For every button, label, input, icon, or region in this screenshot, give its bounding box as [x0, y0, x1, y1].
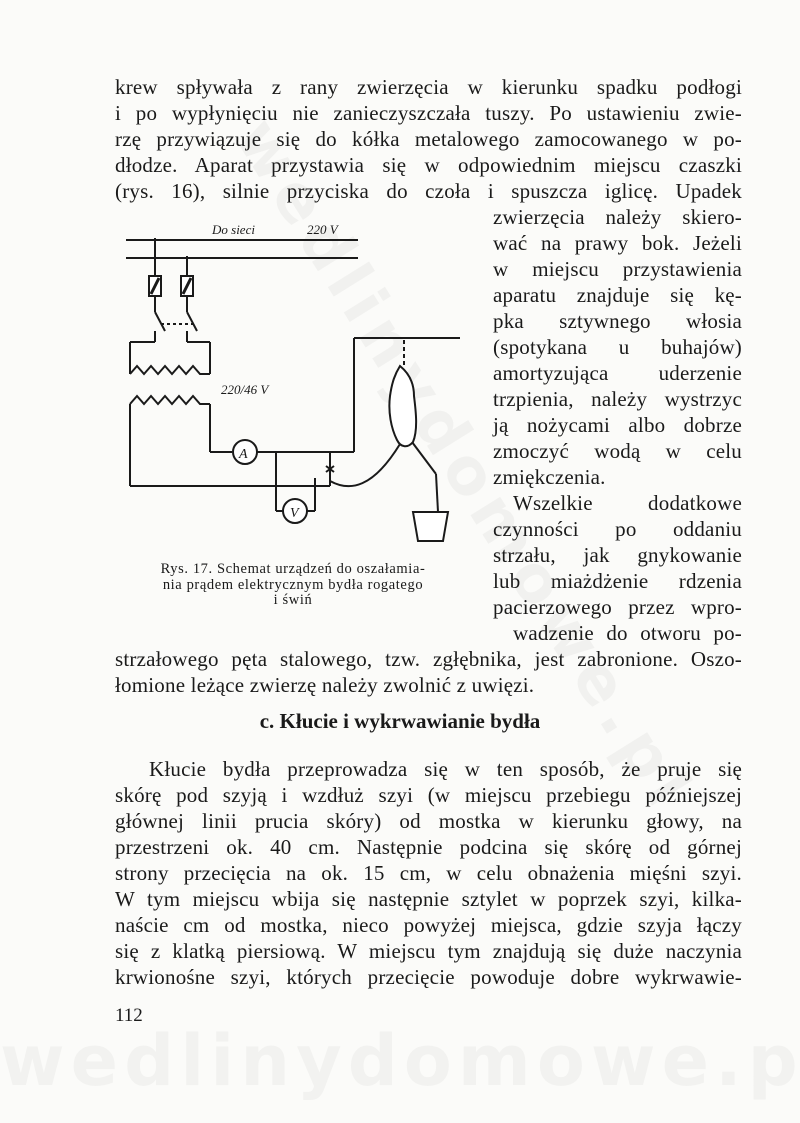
caption-line: Rys. 17. Schemat urządzeń do oszałamia-: [160, 561, 426, 577]
side-line: Wszelkie dodatkowe: [513, 491, 742, 515]
figure-caption: [118, 562, 468, 609]
bucket-icon: [413, 512, 448, 541]
supply-label: Do sieci: [212, 222, 255, 237]
side-line: pacierzowego przez wpro-: [493, 595, 742, 619]
body-line: przestrzeni ok. 40 cm. Następnie podcina się skórę od górnej: [115, 835, 742, 859]
primary-coil-icon: [130, 366, 210, 374]
side-line: lub miażdżenie rdzenia: [493, 569, 742, 593]
body-line: (rys. 16), silnie przyciska do czoła i spuszcza iglicę. Upadek: [115, 179, 742, 203]
voltage-label: 220 V: [307, 222, 338, 237]
side-line: zmoczyć wodą w celu: [493, 439, 742, 463]
side-line: strzału, jak gnykowanie: [493, 543, 742, 567]
voltmeter-label: V: [290, 506, 299, 521]
caption-line: i świń: [273, 592, 313, 608]
body-line: strzałowego pęta stalowego, tzw. zgłębnika, jest zabronione. Oszo-: [115, 647, 742, 671]
side-line: ją nożycami albo dobrze: [493, 413, 742, 437]
body-line: łomione leżące zwierzę należy zwolnić z uwięzi.: [115, 673, 535, 697]
body-line: i po wypłynięciu nie zanieczyszczała tuszy. Po ustawieniu zwie-: [115, 101, 742, 125]
body-line: skórę pod szyją i wzdłuż szyi (w miejscu przebiegu późniejszej: [115, 783, 742, 807]
section-heading: c. Kłucie i wykrwawianie bydła: [259, 709, 541, 733]
body-line: głównej linii prucia skóry) od mostka w kierunku głowy, na: [115, 809, 742, 833]
page-number: 112: [115, 1005, 143, 1026]
body-line: dłodze. Aparat przystawia się w odpowiednim miejscu czaszki: [115, 153, 742, 177]
animal-icon: [389, 366, 416, 446]
side-line: aparatu znajduje się kę-: [493, 283, 742, 307]
body-line: Kłucie bydła przeprowadza się w ten sposób, że pruje się: [149, 757, 742, 781]
body-line: rzę przywiązuje się do kółka metalowego zamocowanego w po-: [115, 127, 742, 151]
side-line: pka sztywnego włosia: [493, 309, 742, 333]
switch-icon: [155, 312, 165, 331]
side-line: (spotykana u buhajów): [493, 335, 742, 359]
transformer-label: 220/46 V: [221, 382, 269, 397]
side-line: zwierzęcia należy skiero-: [493, 205, 742, 229]
side-line: w miejscu przystawienia: [493, 257, 742, 281]
secondary-coil-icon: [130, 396, 210, 404]
body-line: W tym miejscu wbija się następnie sztylet w poprzek szyi, kilka-: [115, 887, 742, 911]
body-line: krew spływała z rany zwierzęcia w kierunku spadku podłogi: [115, 75, 742, 99]
side-line: trzpienia, należy wystrzyc: [493, 387, 742, 411]
side-line: czynności po oddaniu: [493, 517, 742, 541]
side-line: wadzenie do otworu po-: [513, 621, 742, 645]
side-line: zmiękczenia.: [493, 465, 606, 489]
side-line: amortyzująca uderzenie: [493, 361, 742, 385]
body-line: strony przecięcia na ok. 15 cm, w celu obnażenia mięśni szyi.: [115, 861, 742, 885]
ammeter-label: A: [239, 447, 248, 462]
caption-line: nia prądem elektrycznym bydła rogatego: [162, 576, 424, 593]
body-line: naście cm od mostka, nieco powyżej miejsca, gdzie szyja łączy: [115, 913, 742, 937]
watermark-bottom: [0, 1020, 800, 1102]
circuit-diagram: [118, 216, 463, 556]
body-line: krwionośne szyi, których przecięcie powoduje dobre wykrwawie-: [115, 965, 742, 989]
body-line: się z klatką piersiową. W miejscu tym znajdują się duże naczynia: [115, 939, 742, 963]
side-line: wać na prawy bok. Jeżeli: [493, 231, 742, 255]
